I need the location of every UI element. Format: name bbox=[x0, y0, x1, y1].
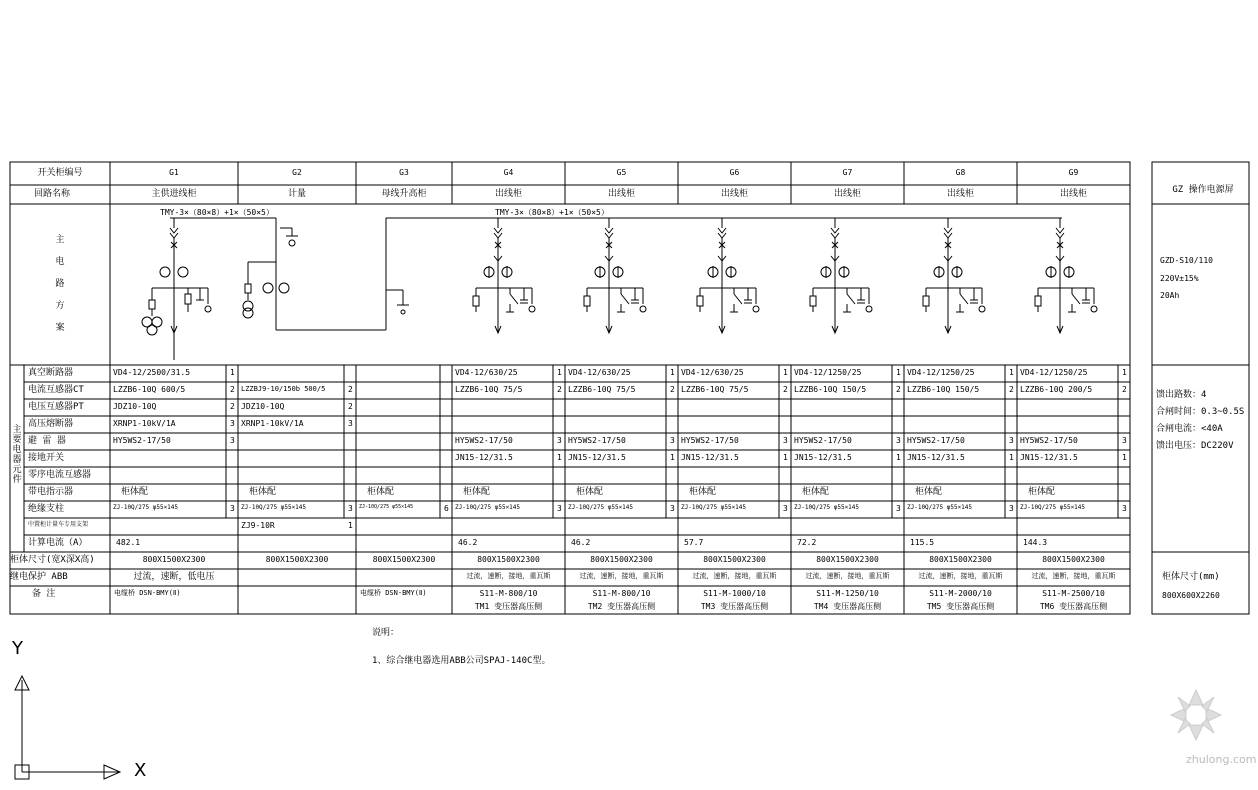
relay-value: 过流，速断，低电压 bbox=[133, 572, 215, 582]
g2-ct2 bbox=[279, 283, 289, 293]
equipment-cell-model: VD4-12/630/25 bbox=[568, 368, 631, 377]
scheme-label-char: 路 bbox=[55, 279, 65, 289]
equipment-cell-model: ZJ9-10R bbox=[241, 521, 275, 530]
equipment-cell-model: HY5WS2-17/50 bbox=[907, 436, 965, 445]
equipment-cell-model: ZJ-10Q/275 φ55×145 bbox=[241, 504, 307, 511]
remarks-position: TM3 变压器高压侧 bbox=[700, 602, 769, 611]
equipment-cell-model: HY5WS2-17/50 bbox=[455, 436, 513, 445]
cabinet-size-value: 800X1500X2300 bbox=[929, 555, 992, 564]
feeder-g8-earth-switch bbox=[960, 294, 968, 304]
cabinet-size-value: 800X1500X2300 bbox=[265, 555, 329, 564]
circuit-name-5: 出线柜 bbox=[607, 189, 636, 199]
equipment-cell-qty: 2 bbox=[557, 385, 562, 394]
equipment-cell-model: LZZB6-10Q 75/5 bbox=[568, 385, 636, 394]
equipment-cell-model: LZZB6-10Q 75/5 bbox=[455, 385, 523, 394]
equipment-cell-model: JN15-12/31.5 bbox=[568, 453, 626, 462]
equipment-cell-qty: 1 bbox=[670, 368, 675, 377]
feeder-g6-arrester bbox=[697, 296, 703, 306]
equipment-cell-qty: 3 bbox=[230, 504, 235, 513]
equipment-cell-model: JN15-12/31.5 bbox=[681, 453, 739, 462]
equipment-cell-qty: 1 bbox=[348, 521, 353, 530]
calc-current-value: 72.2 bbox=[797, 538, 817, 547]
equipment-cell-qty: 3 bbox=[1122, 436, 1127, 445]
equipment-cell-model: VD4-12/630/25 bbox=[681, 368, 744, 377]
equipment-cell-model: 柜体配 bbox=[367, 487, 395, 497]
cabinet-size-value: 800X1500X2300 bbox=[1042, 555, 1105, 564]
remarks-position: TM4 变压器高压侧 bbox=[813, 602, 882, 611]
equipment-cell-model: ZJ-10Q/275 φ55×145 bbox=[907, 504, 973, 511]
equipment-cell-qty: 3 bbox=[230, 419, 235, 428]
relay-value: 过流，速断，接地，重瓦斯 bbox=[918, 572, 1003, 580]
equipment-cell-model: JN15-12/31.5 bbox=[794, 453, 852, 462]
equipment-cell-model: ZJ-10Q/275 φ55×145 bbox=[681, 504, 747, 511]
equipment-row-label: 中置柜计量车专用支架 bbox=[28, 521, 89, 528]
circuit-name-2: 计量 bbox=[287, 189, 307, 199]
equipment-cell-qty: 3 bbox=[348, 504, 353, 513]
equipment-cell-qty: 1 bbox=[1009, 368, 1014, 377]
remarks-label: 备 注 bbox=[32, 589, 56, 599]
feeder-g4-earth-switch bbox=[510, 294, 518, 304]
equipment-cell-model: LZZB6-10Q 200/5 bbox=[1020, 385, 1093, 394]
g2-pt2 bbox=[243, 308, 253, 318]
watermark-text: zhulong.com bbox=[1186, 753, 1257, 766]
equipment-cell-qty: 2 bbox=[1122, 385, 1127, 394]
feeder-g4-indicator bbox=[529, 306, 535, 312]
circuit-name-7: 出线柜 bbox=[833, 189, 862, 199]
cabinet-size-value: 800X1500X2300 bbox=[142, 555, 206, 564]
calc-current-value: 144.3 bbox=[1023, 538, 1048, 547]
equipment-cell-model: JDZ10-10Q bbox=[241, 402, 285, 411]
equipment-cell-qty: 3 bbox=[1009, 436, 1014, 445]
x-axis-label: X bbox=[134, 760, 147, 781]
circuit-name-4: 出线柜 bbox=[494, 189, 523, 199]
equipment-cell-model: HY5WS2-17/50 bbox=[113, 436, 171, 445]
remarks-position: TM5 变压器高压侧 bbox=[926, 602, 995, 611]
equipment-cell-model: 柜体配 bbox=[1028, 487, 1056, 497]
feeder-g5-indicator bbox=[640, 306, 646, 312]
cabinet-size-value: 800X1500X2300 bbox=[816, 555, 879, 564]
scheme-label-char: 主 bbox=[55, 235, 65, 245]
equipment-cell-qty: 3 bbox=[670, 436, 675, 445]
cabinet-no-8: G8 bbox=[955, 168, 966, 177]
g2-ct1 bbox=[263, 283, 273, 293]
equipment-cell-model: 柜体配 bbox=[689, 487, 717, 497]
g2-pt-tap bbox=[280, 228, 292, 236]
equipment-cell-qty: 3 bbox=[783, 436, 788, 445]
cabinet-no-6: G6 bbox=[729, 168, 740, 177]
equipment-cell-model: 柜体配 bbox=[121, 487, 149, 497]
equipment-cell-model: HY5WS2-17/50 bbox=[794, 436, 852, 445]
cabinet-size-value: 800X1500X2300 bbox=[703, 555, 766, 564]
notes-title: 说明： bbox=[372, 628, 400, 638]
equipment-cell-model: JDZ10-10Q bbox=[113, 402, 157, 411]
equipment-cell-qty: 2 bbox=[348, 402, 353, 411]
calc-current-value: 482.1 bbox=[116, 538, 141, 547]
equipment-cell-model: ZJ-10Q/275 φ55×145 bbox=[359, 504, 414, 510]
g2-pt-fuse bbox=[289, 240, 295, 246]
feeder-g8-arrester bbox=[923, 296, 929, 306]
g2-fuse bbox=[245, 284, 251, 293]
g1-fuse bbox=[149, 300, 155, 309]
equipment-cell-qty: 1 bbox=[1122, 368, 1127, 377]
equipment-cell-model: VD4-12/630/25 bbox=[455, 368, 518, 377]
cabinet-no-1: G1 bbox=[169, 168, 179, 177]
equipment-group-label: 主要电器元件 bbox=[12, 425, 22, 485]
cabinet-no-label: 开关柜编号 bbox=[37, 168, 83, 178]
equipment-row-label: 零序电流互感器 bbox=[28, 470, 92, 480]
equipment-row-label: 电流互感器CT bbox=[28, 385, 84, 395]
cabinet-size-value: 800X1500X2300 bbox=[372, 555, 436, 564]
relay-value: 过流，速断，接地，重瓦斯 bbox=[805, 572, 890, 580]
power-spec-2: 合闸时间：0.3~0.5S bbox=[1156, 407, 1245, 417]
feeder-g5-arrester bbox=[584, 296, 590, 306]
circuit-name-1: 主供进线柜 bbox=[151, 189, 197, 199]
equipment-cell-model: LZZB6-10Q 600/5 bbox=[113, 385, 186, 394]
equipment-cell-model: 柜体配 bbox=[915, 487, 943, 497]
feeder-g8-contact-top bbox=[944, 228, 952, 238]
feeder-g6-earth-switch bbox=[734, 294, 742, 304]
equipment-cell-qty: 1 bbox=[557, 453, 562, 462]
circuit-name-label: 回路名称 bbox=[33, 189, 71, 199]
circuit-name-9: 出线柜 bbox=[1059, 189, 1088, 199]
equipment-cell-model: ZJ-10Q/275 φ55×145 bbox=[568, 504, 634, 511]
remarks-transformer: S11-M-800/10 bbox=[592, 589, 651, 598]
equipment-cell-model: 柜体配 bbox=[802, 487, 830, 497]
feeder-g9-earth-switch bbox=[1072, 294, 1080, 304]
equipment-cell-qty: 3 bbox=[896, 504, 901, 513]
equipment-cell-model: VD4-12/1250/25 bbox=[794, 368, 862, 377]
remarks-transformer: S11-M-1000/10 bbox=[703, 589, 766, 598]
power-panel-title: GZ 操作电源屏 bbox=[1172, 185, 1234, 195]
equipment-row-label: 高压熔断器 bbox=[28, 419, 74, 429]
equipment-cell-model: VD4-12/1250/25 bbox=[1020, 368, 1088, 377]
remarks-position: TM1 变压器高压侧 bbox=[474, 602, 543, 611]
relay-value: 过流，速断，接地，重瓦斯 bbox=[579, 572, 664, 580]
circuit-name-3: 母线升高柜 bbox=[381, 189, 427, 199]
feeder-g4-contact-top bbox=[494, 228, 502, 238]
equipment-cell-qty: 2 bbox=[896, 385, 901, 394]
scheme-label-char: 方 bbox=[55, 301, 65, 311]
equipment-cell-model: 柜体配 bbox=[463, 487, 491, 497]
equipment-cell-qty: 1 bbox=[670, 453, 675, 462]
power-panel-frame bbox=[1152, 162, 1249, 614]
g1-ct2 bbox=[178, 267, 188, 277]
equipment-cell-model: HY5WS2-17/50 bbox=[568, 436, 626, 445]
equipment-cell-model: JN15-12/31.5 bbox=[1020, 453, 1078, 462]
equipment-cell-qty: 3 bbox=[230, 436, 235, 445]
relay-value: 过流，速断，接地，重瓦斯 bbox=[466, 572, 551, 580]
equipment-cell-qty: 1 bbox=[557, 368, 562, 377]
equipment-cell-qty: 1 bbox=[1009, 453, 1014, 462]
equipment-cell-model: LZZB6-10Q 150/5 bbox=[907, 385, 980, 394]
feeder-g5-contact-top bbox=[605, 228, 613, 238]
equipment-cell-qty: 2 bbox=[348, 385, 353, 394]
equipment-cell-model: ZJ-10Q/275 φ55×145 bbox=[455, 504, 521, 511]
busbar-left-label: TMY-3×（80×8）+1×（50×5） bbox=[160, 208, 274, 217]
equipment-cell-model: 柜体配 bbox=[249, 487, 277, 497]
cabinet-no-4: G4 bbox=[503, 168, 514, 177]
g1-contact bbox=[170, 228, 178, 238]
equipment-row-label: 电压互感器PT bbox=[28, 402, 84, 412]
equipment-cell-model: VD4-12/1250/25 bbox=[907, 368, 975, 377]
feeder-g7-earth-switch bbox=[847, 294, 855, 304]
equipment-cell-qty: 1 bbox=[896, 453, 901, 462]
remarks-transformer: S11-M-1250/10 bbox=[816, 589, 879, 598]
equipment-cell-model: ZJ-10Q/275 φ55×145 bbox=[1020, 504, 1086, 511]
g1-pt3 bbox=[147, 325, 157, 335]
relay-value: 过流，速断，接地，重瓦斯 bbox=[1031, 572, 1116, 580]
equipment-cell-model: HY5WS2-17/50 bbox=[1020, 436, 1078, 445]
equipment-cell-model: LZZBJ9-10/150b 500/5 bbox=[241, 385, 326, 393]
g1-indicator bbox=[205, 306, 211, 312]
equipment-cell-model: HY5WS2-17/50 bbox=[681, 436, 739, 445]
circuit-name-8: 出线柜 bbox=[946, 189, 975, 199]
g3-arrester bbox=[401, 310, 405, 314]
equipment-cell-qty: 3 bbox=[783, 504, 788, 513]
equipment-cell-model: LZZB6-10Q 75/5 bbox=[681, 385, 749, 394]
equipment-row-label: 真空断路器 bbox=[28, 368, 74, 378]
equipment-cell-model: JN15-12/31.5 bbox=[907, 453, 965, 462]
power-size-value: 800X600X2260 bbox=[1162, 591, 1220, 600]
cabinet-no-2: G2 bbox=[292, 168, 302, 177]
equipment-row-label: 带电指示器 bbox=[28, 487, 74, 497]
equipment-cell-qty: 1 bbox=[783, 368, 788, 377]
cabinet-no-7: G7 bbox=[842, 168, 853, 177]
power-spec-1: 馈出路数：4 bbox=[1156, 390, 1207, 400]
relay-value: 过流，速断，接地，重瓦斯 bbox=[692, 572, 777, 580]
power-spec-3: 合闸电流：<40A bbox=[1156, 424, 1223, 434]
remarks-value: 电缆桥 DSN-BMY(Ⅱ) bbox=[114, 589, 181, 597]
cabinet-size-value: 800X1500X2300 bbox=[590, 555, 653, 564]
feeder-g4-arrester bbox=[473, 296, 479, 306]
feeder-g9-contact-top bbox=[1056, 228, 1064, 238]
equipment-cell-qty: 3 bbox=[557, 504, 562, 513]
feeder-g7-indicator bbox=[866, 306, 872, 312]
remarks-position: TM2 变压器高压侧 bbox=[587, 602, 656, 611]
equipment-cell-qty: 1 bbox=[1122, 453, 1127, 462]
feeder-g6-indicator bbox=[753, 306, 759, 312]
feeder-g7-arrester bbox=[810, 296, 816, 306]
equipment-cell-qty: 2 bbox=[670, 385, 675, 394]
equipment-cell-qty: 6 bbox=[444, 504, 449, 513]
cabinet-size-value: 800X1500X2300 bbox=[477, 555, 540, 564]
equipment-cell-qty: 3 bbox=[896, 436, 901, 445]
equipment-cell-model: VD4-12/2500/31.5 bbox=[113, 368, 191, 377]
equipment-cell-qty: 2 bbox=[230, 385, 235, 394]
power-size-label: 柜体尺寸(mm) bbox=[1162, 572, 1220, 582]
notes-item: 1、综合继电器选用ABB公司SPAJ-140C型。 bbox=[372, 656, 551, 666]
remarks-transformer: S11-M-2000/10 bbox=[929, 589, 992, 598]
equipment-cell-qty: 1 bbox=[896, 368, 901, 377]
equipment-cell-qty: 3 bbox=[348, 419, 353, 428]
power-spec-4: 馈出电压：DC220V bbox=[1156, 441, 1234, 451]
g1-arrester bbox=[185, 294, 191, 304]
equipment-cell-qty: 2 bbox=[1009, 385, 1014, 394]
equipment-cell-model: 柜体配 bbox=[576, 487, 604, 497]
equipment-cell-qty: 1 bbox=[230, 368, 235, 377]
feeder-g5-earth-switch bbox=[621, 294, 629, 304]
equipment-cell-model: LZZB6-10Q 150/5 bbox=[794, 385, 867, 394]
feeder-g6-contact-top bbox=[718, 228, 726, 238]
power-panel-voltage: 220V±15% bbox=[1160, 274, 1199, 283]
feeder-g8-indicator bbox=[979, 306, 985, 312]
equipment-cell-model: ZJ-10Q/275 φ55×145 bbox=[113, 504, 179, 511]
remarks-value: 电缆桥 DSN-BMY(Ⅱ) bbox=[360, 589, 427, 597]
feeder-g7-contact-top bbox=[831, 228, 839, 238]
equipment-row-label: 绝缘支柱 bbox=[28, 504, 65, 514]
calc-current-value: 46.2 bbox=[571, 538, 591, 547]
cabinet-no-9: G9 bbox=[1068, 168, 1079, 177]
circuit-name-6: 出线柜 bbox=[720, 189, 749, 199]
calc-current-label: 计算电流（A） bbox=[28, 538, 88, 548]
equipment-cell-qty: 3 bbox=[557, 436, 562, 445]
scheme-label-char: 案 bbox=[55, 323, 65, 333]
equipment-cell-qty: 3 bbox=[670, 504, 675, 513]
equipment-row-label: 接地开关 bbox=[28, 453, 65, 463]
cabinet-size-label: 柜体尺寸(宽X深X高) bbox=[10, 555, 95, 565]
equipment-row-label: 避 雷 器 bbox=[28, 436, 66, 446]
equipment-cell-model: XRNP1-10kV/1A bbox=[113, 419, 176, 428]
calc-current-value: 46.2 bbox=[458, 538, 478, 547]
g1-ct1 bbox=[160, 267, 170, 277]
remarks-position: TM6 变压器高压侧 bbox=[1039, 602, 1108, 611]
y-axis-label: Y bbox=[12, 638, 23, 659]
cabinet-no-5: G5 bbox=[616, 168, 627, 177]
relay-label: 继电保护 ABB bbox=[10, 572, 68, 582]
equipment-cell-qty: 3 bbox=[1122, 504, 1127, 513]
watermark-logo bbox=[1171, 690, 1221, 740]
cabinet-no-3: G3 bbox=[399, 168, 409, 177]
calc-current-value: 57.7 bbox=[684, 538, 704, 547]
scheme-label-char: 电 bbox=[55, 257, 65, 267]
feeder-g9-arrester bbox=[1035, 296, 1041, 306]
equipment-cell-qty: 1 bbox=[783, 453, 788, 462]
busbar-right-label: TMY-3×（80×8）+1×（50×5） bbox=[495, 208, 609, 217]
equipment-cell-model: XRNP1-10kV/1A bbox=[241, 419, 304, 428]
equipment-cell-model: JN15-12/31.5 bbox=[455, 453, 513, 462]
equipment-cell-qty: 3 bbox=[1009, 504, 1014, 513]
power-panel-capacity: 20Ah bbox=[1160, 291, 1180, 300]
remarks-transformer: S11-M-2500/10 bbox=[1042, 589, 1105, 598]
equipment-cell-qty: 2 bbox=[783, 385, 788, 394]
equipment-cell-qty: 2 bbox=[230, 402, 235, 411]
feeder-g9-indicator bbox=[1091, 306, 1097, 312]
power-panel-model: GZD-S10/110 bbox=[1160, 256, 1213, 265]
calc-current-value: 115.5 bbox=[910, 538, 935, 547]
remarks-transformer: S11-M-800/10 bbox=[479, 589, 538, 598]
equipment-cell-model: ZJ-10Q/275 φ55×145 bbox=[794, 504, 860, 511]
